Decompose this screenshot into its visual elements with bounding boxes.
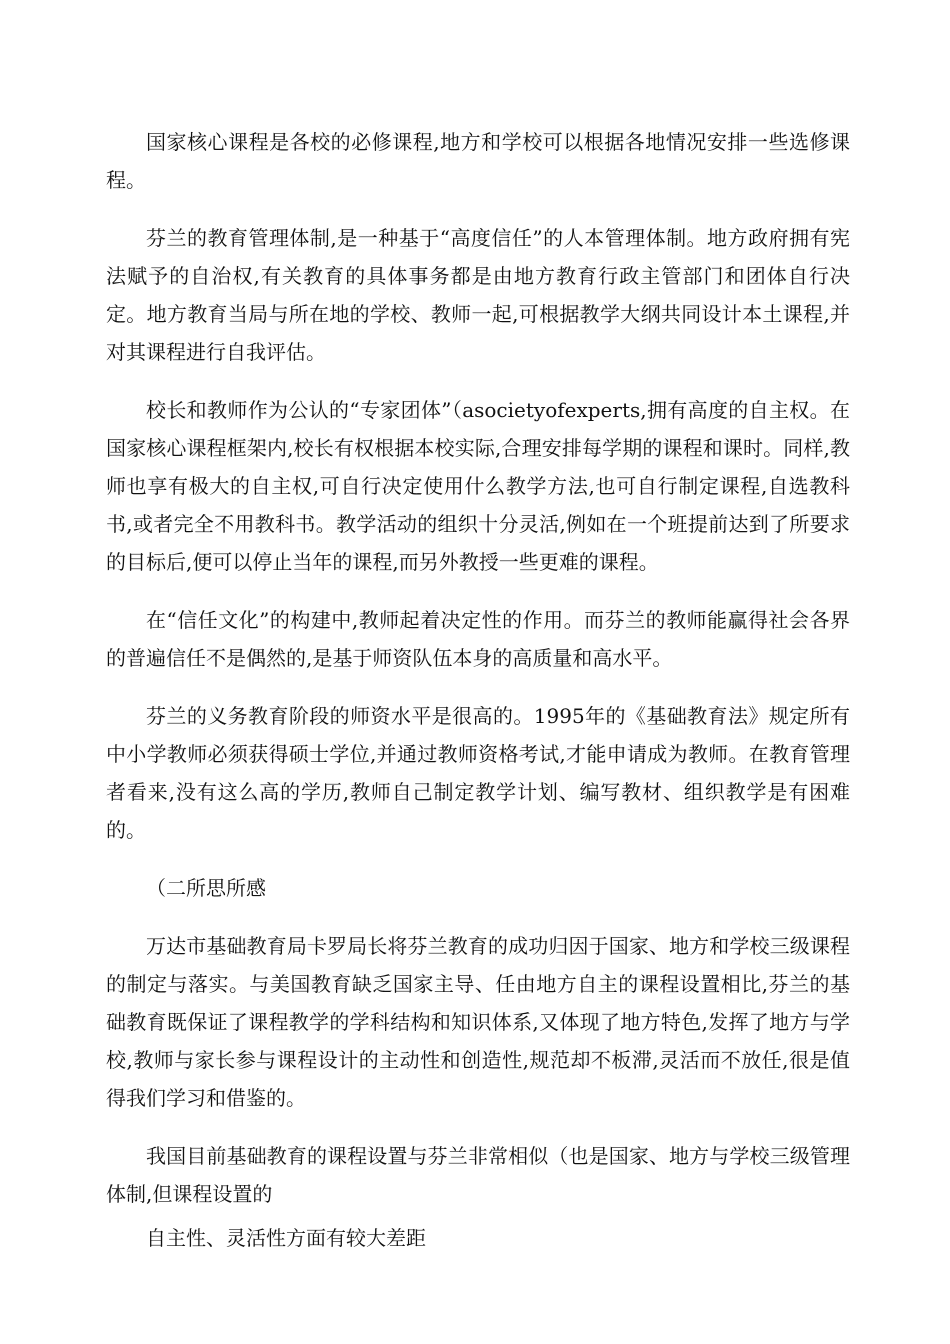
paragraph-core-curriculum: 国家核心课程是各校的必修课程,地方和学校可以根据各地情况安排一些选修课程。 <box>106 130 850 192</box>
paragraph-principal-autonomy: 校长和教师作为公认的“专家团体”（asocietyofexperts,拥有高度的自主权。在国家核心课程框架内,校长有权根据本校实际,合理安排每学期的课程和课时。同样,教师也享有极大的自主权,可自行决定使用什么教学方法,也可自行制定课程,自选教科书,或者完全不用教科书。教学活动的组织十分灵活,例如在一个班提前达到了所要求的目标后,便可以停止当年的课程,而另外教授一些更难的课程。 <box>106 398 850 574</box>
paragraph-china-comparison: 我国目前基础教育的课程设置与芬兰非常相似（也是国家、地方与学校三级管理体制,但课程设置的 <box>106 1144 850 1206</box>
paragraph-teacher-qualification: 芬兰的义务教育阶段的师资水平是很高的。1995年的《基础教育法》规定所有中小学教师必须获得硕士学位,并通过教师资格考试,才能申请成为教师。在教育管理者看来,没有这么高的学历,教师自己制定教学计划、编写教材、组织教学是有困难的。 <box>106 704 850 842</box>
paragraph-three-level-curriculum: 万达市基础教育局卡罗局长将芬兰教育的成功归因于国家、地方和学校三级课程的制定与落实。与美国教育缺乏国家主导、任由地方自主的课程设置相比,芬兰的基础教育既保证了课程教学的学科结构和知识体系,又体现了地方特色,发挥了地方与学校,教师与家长参与课程设计的主动性和创造性,规范却不板滞,灵活而不放任,很是值得我们学习和借鉴的。 <box>106 934 850 1110</box>
paragraph-autonomy-gap: 自主性、灵活性方面有较大差距 <box>146 1226 426 1250</box>
paragraph-management-system: 芬兰的教育管理体制,是一种基于“高度信任”的人本管理体制。地方政府拥有宪法赋予的自治权,有关教育的具体事务都是由地方教育行政主管部门和团体自行决定。地方教育当局与所在地的学校、教师一起,可根据教学大纲共同设计本土课程,并对其课程进行自我评估。 <box>106 226 850 364</box>
document-page <box>106 123 850 1277</box>
section-heading: （二所思所感 <box>146 876 266 900</box>
paragraph-trust-culture: 在“信任文化”的构建中,教师起着决定性的作用。而芬兰的教师能赢得社会各界的普遍信任不是偶然的,是基于师资队伍本身的高质量和高水平。 <box>106 608 850 670</box>
